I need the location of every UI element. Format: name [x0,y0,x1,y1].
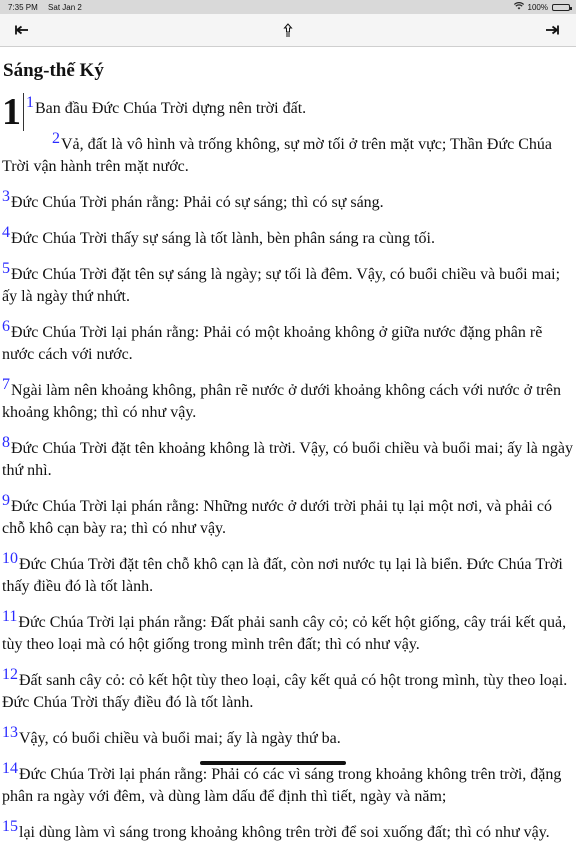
verse-text: Đức Chúa Trời thấy sự sáng là tốt lành, bèn phân sáng ra cùng tối. [11,230,435,247]
chapter-number: 1 [2,93,24,131]
verse-text: Vả, đất là vô hình và trống không, sự mờ tối ở trên mặt vực; Thần Đức Chúa Trời vận hành trên mặt nước. [2,136,552,175]
verse[interactable] [2,316,576,366]
status-time: 7:35 PM [8,3,38,12]
verse-number[interactable]: 2 [52,130,60,147]
verse[interactable] [2,92,576,120]
verse-number[interactable]: 14 [2,760,18,777]
verse-text: Đức Chúa Trời đặt tên sự sáng là ngày; sự tối là đêm. Vậy, có buổi chiều và buổi mai; ấy là ngày thứ nhứt. [2,266,561,305]
verse[interactable] [2,374,576,424]
verse[interactable] [2,816,576,844]
toolbar [0,14,576,47]
verse-number[interactable]: 3 [2,188,10,205]
verse-number[interactable]: 15 [2,818,18,835]
chapter-content [2,92,576,852]
verse-number[interactable]: 5 [2,260,10,277]
status-right [514,2,570,12]
verse-text: Đức Chúa Trời lại phán rằng: Phải có các vì sáng trong khoảng không trên trời, đặng phân ra ngày với đêm, và dùng làm dấu để định thì tiết, ngày và năm; [2,766,562,805]
verse[interactable] [2,664,576,714]
battery-icon [552,4,570,11]
verse[interactable] [2,128,576,178]
verse-number[interactable]: 13 [2,724,18,741]
verse[interactable] [2,186,576,214]
verse[interactable] [2,548,576,598]
verse-text: lại dùng làm vì sáng trong khoảng không trên trời để soi xuống đất; thì có như vậy. [19,824,550,841]
verse-number[interactable]: 10 [2,550,18,567]
verse[interactable] [2,722,576,750]
verse-text: Đất sanh cây cỏ: cỏ kết hột tùy theo loại, cây kết quả có hột trong mình, tùy theo loại. Đức Chúa Trời thấy điều đó là tốt lành. [2,672,568,711]
verse[interactable] [2,490,576,540]
verse-text: Đức Chúa Trời lại phán rằng: Đất phải sanh cây cỏ; cỏ kết hột giống, cây trái kết quả, tùy theo loại mà có hột giống trong mình trên đất; thì có như vậy. [2,614,567,653]
verse-text: Vậy, có buổi chiều và buổi mai; ấy là ngày thứ ba. [19,730,341,747]
verse-number[interactable]: 1 [26,94,34,111]
verse[interactable] [2,758,576,808]
verse-number[interactable]: 6 [2,318,10,335]
verse-number[interactable]: 9 [2,492,10,509]
battery-percent: 100% [527,2,548,12]
home-indicator [200,761,346,765]
share-button[interactable] [274,18,302,42]
share-up-icon [283,23,293,37]
verse-text: Đức Chúa Trời lại phán rằng: Phải có một khoảng không ở giữa nước đặng phân rẽ nước cách với nước. [2,324,543,363]
verse-number[interactable]: 4 [2,224,10,241]
verse[interactable] [2,606,576,656]
book-title: Sáng-thế Ký [3,60,104,81]
verse[interactable] [2,258,576,308]
last-page-button[interactable] [538,18,566,42]
verse-text: Đức Chúa Trời lại phán rằng: Những nước ở dưới trời phải tụ lại một nơi, và phải có chỗ khô cạn bày ra; thì có như vậy. [2,498,552,537]
verse-text: Ban đầu Đức Chúa Trời dựng nên trời đất. [35,100,307,117]
verse-text: Đức Chúa Trời phán rằng: Phải có sự sáng; thì có sự sáng. [11,194,384,211]
verse-number[interactable]: 11 [2,608,18,625]
verse-number[interactable]: 8 [2,434,10,451]
verse[interactable] [2,222,576,250]
first-page-icon [15,25,29,35]
first-page-button[interactable] [8,18,36,42]
status-left [8,3,90,12]
status-date: Sat Jan 2 [48,3,82,12]
last-page-icon [545,25,559,35]
verse-text: Đức Chúa Trời đặt tên chỗ khô cạn là đất, còn nơi nước tụ lại là biển. Đức Chúa Trời thấy điều đó là tốt lành. [2,556,563,595]
verse-number[interactable]: 12 [2,666,18,683]
verse[interactable] [2,432,576,482]
verse-text: Ngài làm nên khoảng không, phân rẽ nước ở dưới khoảng không cách với nước ở trên khoảng không; thì có như vậy. [2,382,561,421]
verse-number[interactable]: 7 [2,376,10,393]
status-bar [0,0,576,14]
verse-text: Đức Chúa Trời đặt tên khoảng không là trời. Vậy, có buổi chiều và buổi mai; ấy là ngày thứ nhì. [2,440,573,479]
wifi-icon [514,2,524,12]
